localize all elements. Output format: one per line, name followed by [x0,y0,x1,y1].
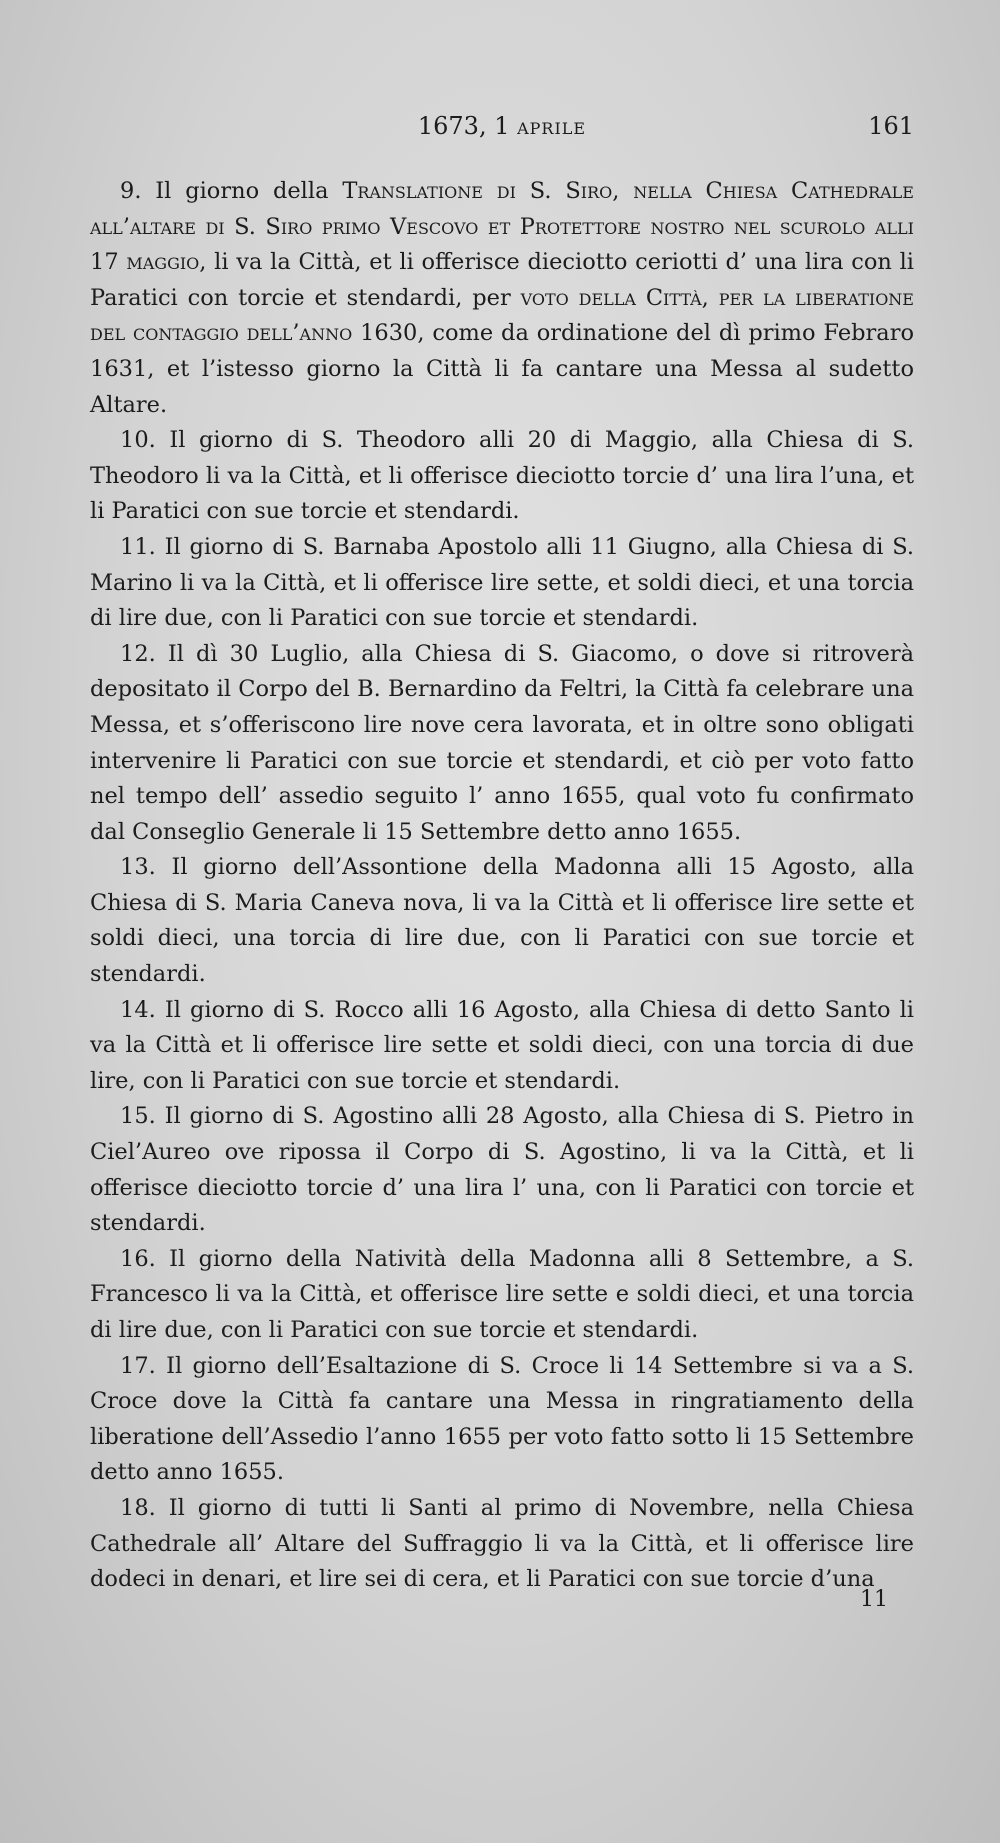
paragraph-text-smallcaps: maggio, [126,249,207,276]
paragraph-item [90,993,914,1100]
paragraph-text: Il giorno di S. Theodoro alli 20 di Maggio, alla Chiesa di S. Theodoro li va la Città, et li offerisce dieciotto torcie d’ una lira l’una, et li Paratici con sue torcie et stendardi. [90,427,914,525]
paragraph-number: 12. [120,640,156,667]
paragraph-text: Il giorno di S. Agostino alli 28 Agosto, alla Chiesa di S. Pietro in Ciel’Aureo ove ripossa il Corpo di S. Agostino, li va la Città, et li offerisce dieciotto torcie d’ una lira l’ una, con li Paratici con torcie et stendardi. [90,1103,914,1237]
paragraph-text: 17 [90,249,127,276]
paragraph-number: 15. [120,1103,156,1130]
paragraph-number: 17. [120,1352,156,1379]
paragraph-text: Il giorno dell’Assontione della Madonna alli 15 Agosto, alla Chiesa di S. Maria Caneva nova, li va la Città et li offerisce lire sette et soldi dieci, una torcia di lire due, con li Paratici con sue torcie et stendardi. [90,854,914,988]
paragraph-text: 1630, come da ordinatione del dì primo Febraro 1631, et l’istesso giorno la Città li fa cantare una Messa al sudetto Altare. [90,320,915,418]
paragraph-item [90,1491,914,1598]
document-page [0,112,1000,1843]
paragraph-number: 11. [120,533,156,560]
paragraph-text: Il dì 30 Luglio, alla Chiesa di S. Giacomo, o dove si ritroverà depositato il Corpo del B. Bernardino da Feltri, la Città fa celebrare una Messa, et s’offeriscono lire nove cera lavorata, et in oltre sono obligati intervenire li Paratici con sue torcie et stendardi, et ciò per voto fatto nel tempo dell’ assedio seguito l’ anno 1655, qual voto fu confirmato dal Conseglio Generale li 15 Settembre detto anno 1655. [90,640,914,845]
paragraph-item [90,637,914,851]
paragraph-item [90,174,914,423]
paragraph-item [90,530,914,637]
paragraph-number: 18. [120,1494,156,1521]
signature-mark: 11 [860,1587,888,1612]
paragraph-number: 16. [120,1245,156,1272]
paragraph-text-smallcaps: voto della Città, per la liberatione del contaggio dell’anno [90,284,914,347]
paragraph-text: Il giorno di tutti li Santi al primo di Novembre, nella Chiesa Cathedrale all’ Altare del Suffraggio li va la Città, et li offerisce lire dodeci in denari, et lire sei di cera, et li Paratici con sue torcie d’una [90,1494,914,1593]
paragraph-text: Il giorno dell’Esaltazione di S. Croce li 14 Settembre si va a S. Croce dove la Città fa cantare una Messa in ringratiamento della liberatione dell’Assedio l’anno 1655 per voto fatto sotto li 15 Settembre detto anno 1655. [90,1352,914,1486]
paragraph-item [90,1099,914,1241]
body-text [90,174,914,1598]
paragraph-text: li va la Città, et li offerisce dieciotto ceriotti d’ una lira con li Paratici con torcie et stendardi, per [90,249,914,311]
paragraph-item [90,850,914,992]
running-head [90,112,914,152]
paragraph-number: 9. [120,178,142,204]
paragraph-text-smallcaps: Translatione di S. Siro, nella Chiesa Cathedrale all’altare di S. Siro primo Vescovo et Protettore nostro nel scurolo alli [90,178,914,240]
page-number: 161 [868,112,914,140]
paragraph-item [90,1349,914,1491]
head-date-year-day: 1673, 1 [417,112,518,140]
paragraph-number: 10. [120,427,156,454]
head-date-month: APRILE [517,119,587,138]
paragraph-text: Il giorno della Natività della Madonna alli 8 Settembre, a S. Francesco li va la Città, et offerisce lire sette e soldi dieci, et una torcia di lire due, con li Paratici con sue torcie et stendardi. [90,1245,914,1343]
paragraph-number: 14. [120,996,156,1023]
paragraph-text: Il giorno della [141,178,343,204]
paragraph-number: 13. [120,854,156,881]
paragraph-text: Il giorno di S. Barnaba Apostolo alli 11 Giugno, alla Chiesa di S. Marino li va la Città, et li offerisce lire sette, et soldi dieci, et una torcia di lire due, con li Paratici con sue torcie et stendardi. [90,533,914,632]
paragraph-item [90,1242,914,1349]
paragraph-item [90,423,914,530]
paragraph-text: Il giorno di S. Rocco alli 16 Agosto, alla Chiesa di detto Santo li va la Città et li offerisce lire sette et soldi dieci, con una torcia di due lire, con li Paratici con sue torcie et stendardi. [90,996,914,1094]
running-head-date [90,112,914,140]
